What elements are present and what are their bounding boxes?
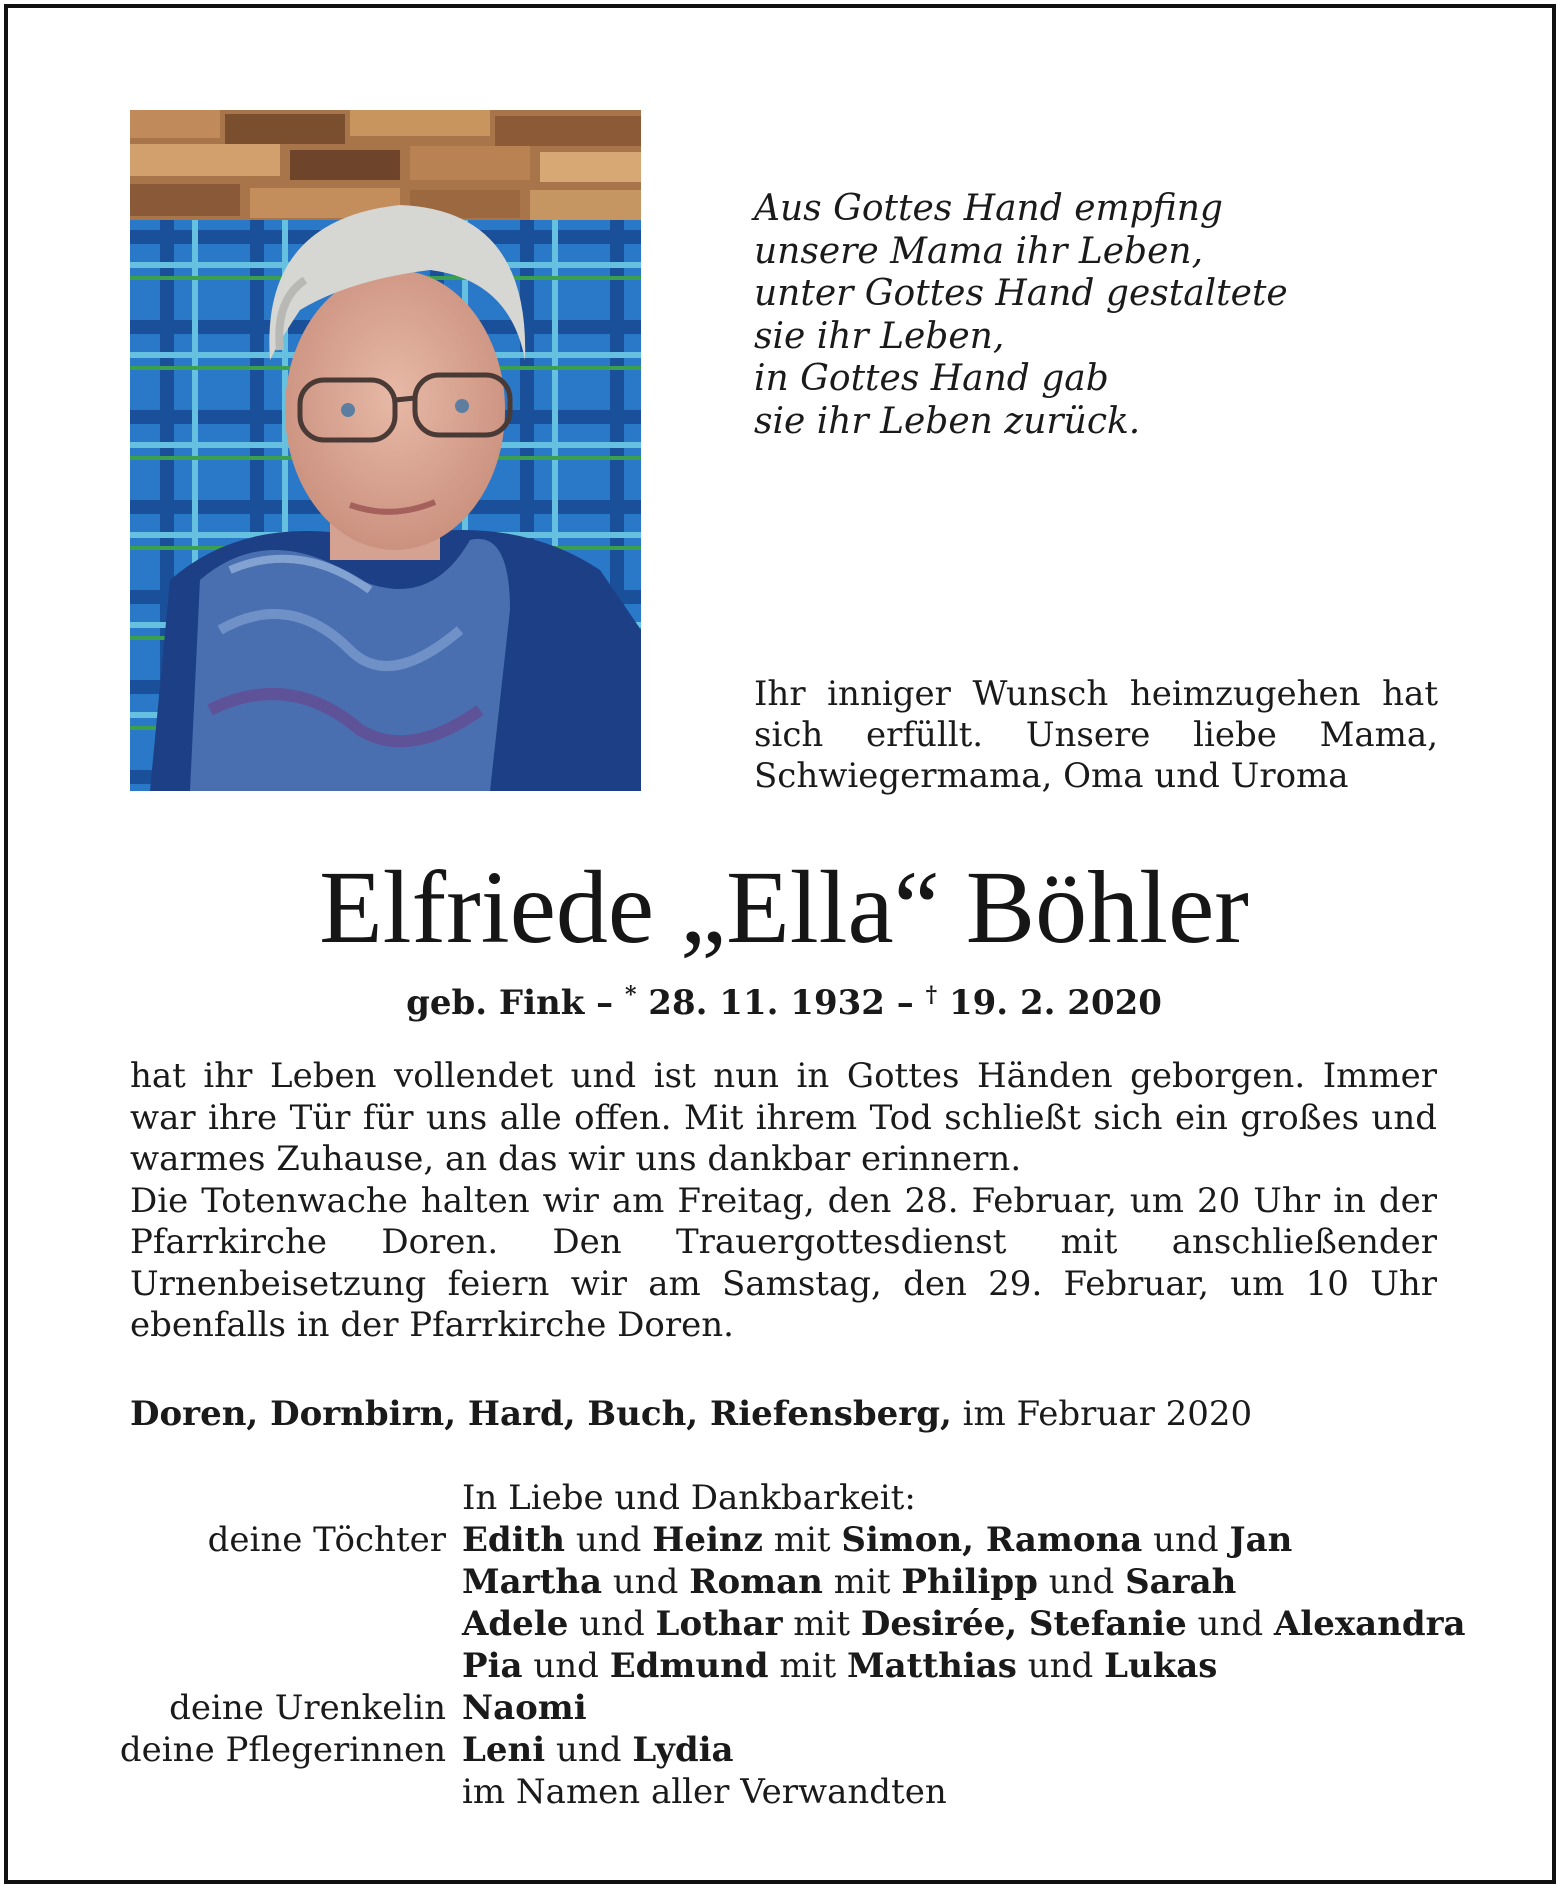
name: Alexandra — [1273, 1604, 1466, 1644]
poem-line: Aus Gottes Hand empfing — [754, 188, 1223, 229]
poem-line: unter Gottes Hand gestaltete — [754, 273, 1288, 314]
name: Lukas — [1104, 1646, 1218, 1686]
announcement-body — [130, 1056, 1437, 1347]
birth-name: geb. Fink — [406, 983, 585, 1023]
name: Martha — [462, 1562, 603, 1602]
date-text: im Februar 2020 — [951, 1394, 1253, 1434]
name: Desirée, Stefanie — [860, 1604, 1187, 1644]
place-date-line — [130, 1393, 1430, 1435]
conjunction: und — [565, 1520, 653, 1560]
name: Edmund — [609, 1646, 769, 1686]
name: Sarah — [1125, 1562, 1237, 1602]
name: Pia — [462, 1646, 523, 1686]
poem — [754, 188, 1454, 443]
conjunction: und — [1016, 1646, 1105, 1686]
separator: – — [884, 983, 926, 1023]
death-symbol: † — [925, 982, 938, 1008]
conjunction: mit — [782, 1604, 861, 1644]
family-row — [110, 1561, 1510, 1603]
towns: Doren, Dornbirn, Hard, Buch, Riefensberg, — [130, 1394, 952, 1434]
body-paragraph: Die Totenwache halten wir am Freitag, den 28. Februar, um 20 Uhr in der Pfarrkirche Doren. Den Trauergottesdienst mit anschließender Urnenbeisetzung feiern wir am Samstag, den 29. Februar, um 10 Uhr ebenfalls in der Pfarrkirche Doren. — [130, 1180, 1437, 1345]
closing-text: im Namen aller Verwandten — [462, 1772, 947, 1812]
conjunction: mit — [768, 1646, 847, 1686]
name: Roman — [689, 1562, 823, 1602]
name: Heinz — [652, 1520, 763, 1560]
name: Lydia — [632, 1730, 734, 1770]
name: Naomi — [462, 1688, 587, 1728]
conjunction: und — [1186, 1604, 1274, 1644]
conjunction: und — [602, 1562, 690, 1602]
name: Simon, Ramona — [841, 1520, 1143, 1560]
portrait-photo — [130, 110, 641, 791]
name: Jan — [1229, 1520, 1293, 1560]
family-line — [462, 1519, 1510, 1561]
conjunction: mit — [762, 1520, 842, 1560]
conjunction: und — [568, 1604, 656, 1644]
poem-line: sie ihr Leben, — [754, 315, 1005, 357]
family-line — [462, 1645, 1510, 1687]
carers-row — [110, 1729, 1510, 1771]
birth-date: 28. 11. 1932 — [636, 983, 885, 1023]
separator: – — [584, 983, 625, 1023]
intro-text: Ihr inniger Wunsch heimzugehen hat sich erfüllt. Unsere liebe Mama, Schwiegermama, Oma und Uroma — [754, 674, 1438, 796]
conjunction: und — [1142, 1520, 1230, 1560]
signature-heading: In Liebe und Dankbarkeit: — [462, 1478, 916, 1518]
name: Lothar — [655, 1604, 783, 1644]
poem-line: unsere Mama ihr Leben, — [754, 230, 1204, 272]
closing-row — [110, 1771, 1510, 1813]
signature-heading-row — [110, 1477, 1510, 1519]
deceased-name: Elfriede „Ella“ Böhler — [319, 850, 1249, 965]
carers-label: deine Pflegerinnen — [119, 1730, 446, 1770]
family-row — [110, 1645, 1510, 1687]
birth-symbol: * — [624, 982, 637, 1008]
great-grandchild-label: deine Urenkelin — [169, 1688, 446, 1728]
family-line — [462, 1561, 1510, 1603]
signature-block — [110, 1477, 1510, 1813]
name: Matthias — [847, 1646, 1017, 1686]
name: Leni — [462, 1730, 546, 1770]
family-row — [110, 1603, 1510, 1645]
conjunction: und — [1037, 1562, 1126, 1602]
daughters-row — [110, 1519, 1510, 1561]
conjunction: und — [522, 1646, 610, 1686]
poem-line: sie ihr Leben zurück. — [754, 400, 1141, 442]
death-date: 19. 2. 2020 — [937, 983, 1162, 1023]
name: Philipp — [901, 1562, 1038, 1602]
body-paragraph: hat ihr Leben vollendet und ist nun in Gottes Händen geborgen. Immer war ihre Tür für uns alle offen. Mit ihrem Tod schließt sich ein großes und warmes Zuhause, an das wir uns dankbar erinnern. — [130, 1056, 1437, 1179]
name: Adele — [462, 1604, 569, 1644]
conjunction: mit — [822, 1562, 902, 1602]
great-grandchild-row — [110, 1687, 1510, 1729]
daughters-label: deine Töchter — [207, 1520, 446, 1560]
poem-line: in Gottes Hand gab — [754, 358, 1109, 399]
name: Edith — [462, 1520, 566, 1560]
family-line — [462, 1603, 1510, 1645]
life-dates — [0, 975, 1568, 1023]
conjunction: und — [545, 1730, 633, 1770]
